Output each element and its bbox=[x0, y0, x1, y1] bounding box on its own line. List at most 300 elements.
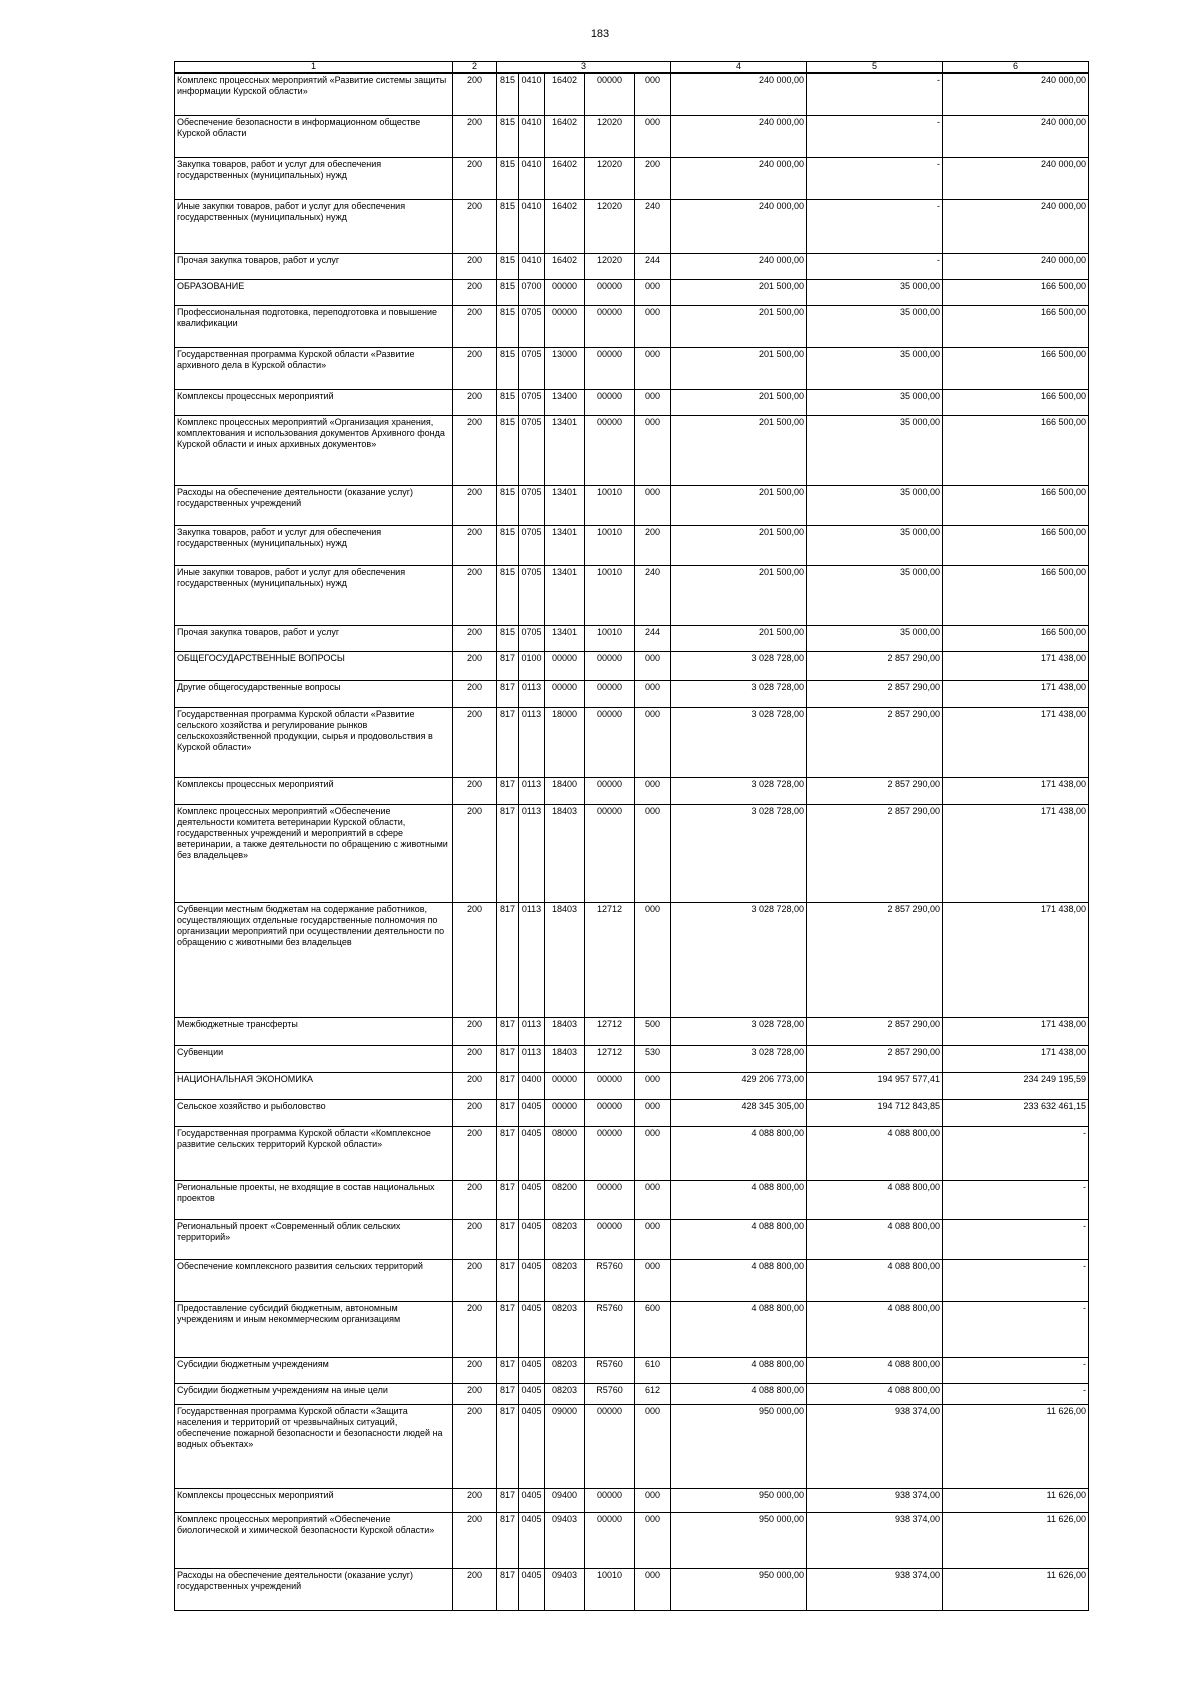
cell-value-4: 4 088 800,00 bbox=[671, 1357, 807, 1383]
cell-value-6: 240 000,00 bbox=[943, 199, 1089, 253]
cell-value-4: 201 500,00 bbox=[671, 347, 807, 389]
cell-admin-code: 817 bbox=[497, 1099, 519, 1126]
cell-section-code: 0410 bbox=[519, 157, 545, 199]
cell-program-code: 00000 bbox=[545, 279, 585, 305]
cell-section-code: 0113 bbox=[519, 707, 545, 777]
table-row bbox=[175, 1383, 1089, 1404]
cell-program-code: 13401 bbox=[545, 485, 585, 525]
cell-value-4: 3 028 728,00 bbox=[671, 1045, 807, 1072]
cell-value-4: 240 000,00 bbox=[671, 73, 807, 115]
cell-direction-code: 00000 bbox=[585, 1072, 635, 1099]
cell-section-code: 0113 bbox=[519, 1017, 545, 1045]
cell-value-5: 938 374,00 bbox=[807, 1512, 943, 1568]
cell-direction-code: 12712 bbox=[585, 902, 635, 1017]
cell-direction-code: 00000 bbox=[585, 73, 635, 115]
table-row bbox=[175, 777, 1089, 804]
cell-code: 200 bbox=[453, 1045, 497, 1072]
cell-value-6: - bbox=[943, 1126, 1089, 1180]
cell-direction-code: 12712 bbox=[585, 1045, 635, 1072]
cell-value-5: 35 000,00 bbox=[807, 485, 943, 525]
cell-section-code: 0405 bbox=[519, 1301, 545, 1357]
cell-program-code: 18403 bbox=[545, 1045, 585, 1072]
row-name: Комплексы процессных мероприятий bbox=[175, 1488, 453, 1512]
cell-value-5: 2 857 290,00 bbox=[807, 777, 943, 804]
cell-section-code: 0700 bbox=[519, 279, 545, 305]
cell-value-5: 35 000,00 bbox=[807, 625, 943, 651]
cell-program-code: 09403 bbox=[545, 1512, 585, 1568]
cell-code: 200 bbox=[453, 253, 497, 279]
cell-admin-code: 815 bbox=[497, 73, 519, 115]
cell-program-code: 18403 bbox=[545, 902, 585, 1017]
cell-value-4: 201 500,00 bbox=[671, 389, 807, 415]
cell-value-5: 35 000,00 bbox=[807, 565, 943, 625]
cell-value-4: 201 500,00 bbox=[671, 565, 807, 625]
cell-code: 200 bbox=[453, 485, 497, 525]
cell-value-5: 35 000,00 bbox=[807, 347, 943, 389]
cell-section-code: 0705 bbox=[519, 389, 545, 415]
table-row bbox=[175, 485, 1089, 525]
cell-code: 200 bbox=[453, 1568, 497, 1610]
cell-expense-type: 000 bbox=[635, 1180, 671, 1219]
cell-code: 200 bbox=[453, 305, 497, 347]
cell-code: 200 bbox=[453, 707, 497, 777]
table-row bbox=[175, 565, 1089, 625]
table-row bbox=[175, 902, 1089, 1017]
cell-value-4: 240 000,00 bbox=[671, 157, 807, 199]
cell-direction-code: 00000 bbox=[585, 279, 635, 305]
table-row bbox=[175, 73, 1089, 115]
cell-code: 200 bbox=[453, 651, 497, 680]
cell-value-4: 201 500,00 bbox=[671, 625, 807, 651]
cell-expense-type: 000 bbox=[635, 1512, 671, 1568]
row-name: Предоставление субсидий бюджетным, автономным учреждениям и иным некоммерческим организациям bbox=[175, 1301, 453, 1357]
row-name: Субсидии бюджетным учреждениям bbox=[175, 1357, 453, 1383]
cell-value-6: 171 438,00 bbox=[943, 680, 1089, 707]
cell-program-code: 09403 bbox=[545, 1568, 585, 1610]
cell-code: 200 bbox=[453, 1488, 497, 1512]
cell-program-code: 00000 bbox=[545, 1099, 585, 1126]
cell-admin-code: 815 bbox=[497, 389, 519, 415]
cell-direction-code: 10010 bbox=[585, 565, 635, 625]
cell-value-4: 240 000,00 bbox=[671, 199, 807, 253]
cell-program-code: 08203 bbox=[545, 1259, 585, 1301]
cell-value-6: 171 438,00 bbox=[943, 804, 1089, 902]
cell-expense-type: 000 bbox=[635, 902, 671, 1017]
table-row bbox=[175, 1126, 1089, 1180]
row-name: Государственная программа Курской области «Развитие архивного дела в Курской области» bbox=[175, 347, 453, 389]
cell-code: 200 bbox=[453, 1099, 497, 1126]
cell-value-6: 11 626,00 bbox=[943, 1568, 1089, 1610]
cell-value-6: 11 626,00 bbox=[943, 1512, 1089, 1568]
cell-direction-code: R5760 bbox=[585, 1301, 635, 1357]
cell-value-5: 35 000,00 bbox=[807, 389, 943, 415]
cell-code: 200 bbox=[453, 525, 497, 565]
row-name: Комплекс процессных мероприятий «Обеспечение биологической и химической безопасности Курской области» bbox=[175, 1512, 453, 1568]
cell-value-4: 3 028 728,00 bbox=[671, 804, 807, 902]
cell-expense-type: 000 bbox=[635, 279, 671, 305]
cell-direction-code: 10010 bbox=[585, 485, 635, 525]
row-name: Профессиональная подготовка, переподготовка и повышение квалификации bbox=[175, 305, 453, 347]
cell-admin-code: 817 bbox=[497, 1219, 519, 1259]
cell-code: 200 bbox=[453, 1357, 497, 1383]
cell-admin-code: 817 bbox=[497, 1357, 519, 1383]
cell-code: 200 bbox=[453, 199, 497, 253]
row-name: Сельское хозяйство и рыболовство bbox=[175, 1099, 453, 1126]
column-header-row bbox=[175, 62, 1089, 74]
cell-code: 200 bbox=[453, 115, 497, 157]
row-name: Комплекс процессных мероприятий «Обеспечение деятельности комитета ветеринарии Курской области, государственных учреждений и мероприятий в сфере ветеринарии, а также деятельности по обращению с животными без владельцев» bbox=[175, 804, 453, 902]
cell-value-4: 3 028 728,00 bbox=[671, 1017, 807, 1045]
cell-value-5: 4 088 800,00 bbox=[807, 1259, 943, 1301]
cell-value-6: 166 500,00 bbox=[943, 485, 1089, 525]
cell-value-5: - bbox=[807, 73, 943, 115]
cell-value-4: 201 500,00 bbox=[671, 279, 807, 305]
cell-expense-type: 000 bbox=[635, 73, 671, 115]
cell-code: 200 bbox=[453, 1017, 497, 1045]
cell-value-6: 166 500,00 bbox=[943, 565, 1089, 625]
cell-value-6: 11 626,00 bbox=[943, 1488, 1089, 1512]
cell-program-code: 13401 bbox=[545, 565, 585, 625]
cell-admin-code: 817 bbox=[497, 1259, 519, 1301]
cell-code: 200 bbox=[453, 565, 497, 625]
row-name: Обеспечение безопасности в информационном обществе Курской области bbox=[175, 115, 453, 157]
cell-expense-type: 000 bbox=[635, 1126, 671, 1180]
cell-program-code: 00000 bbox=[545, 305, 585, 347]
table-row bbox=[175, 1301, 1089, 1357]
cell-value-6: 166 500,00 bbox=[943, 415, 1089, 485]
cell-program-code: 16402 bbox=[545, 253, 585, 279]
cell-value-4: 201 500,00 bbox=[671, 525, 807, 565]
cell-program-code: 16402 bbox=[545, 199, 585, 253]
table-row bbox=[175, 1568, 1089, 1610]
cell-direction-code: 12020 bbox=[585, 199, 635, 253]
cell-expense-type: 240 bbox=[635, 565, 671, 625]
cell-expense-type: 200 bbox=[635, 157, 671, 199]
row-name: Региональные проекты, не входящие в состав национальных проектов bbox=[175, 1180, 453, 1219]
column-header: 4 bbox=[671, 62, 807, 74]
cell-value-6: 166 500,00 bbox=[943, 305, 1089, 347]
row-name: Комплексы процессных мероприятий bbox=[175, 389, 453, 415]
cell-code: 200 bbox=[453, 625, 497, 651]
cell-admin-code: 817 bbox=[497, 1512, 519, 1568]
cell-section-code: 0705 bbox=[519, 347, 545, 389]
cell-direction-code: 00000 bbox=[585, 1099, 635, 1126]
cell-expense-type: 000 bbox=[635, 115, 671, 157]
cell-expense-type: 000 bbox=[635, 1568, 671, 1610]
cell-admin-code: 815 bbox=[497, 199, 519, 253]
cell-value-5: 4 088 800,00 bbox=[807, 1357, 943, 1383]
row-name: Субсидии бюджетным учреждениям на иные цели bbox=[175, 1383, 453, 1404]
cell-admin-code: 815 bbox=[497, 625, 519, 651]
cell-admin-code: 817 bbox=[497, 680, 519, 707]
cell-admin-code: 817 bbox=[497, 1404, 519, 1488]
cell-admin-code: 817 bbox=[497, 1568, 519, 1610]
cell-value-6: 166 500,00 bbox=[943, 279, 1089, 305]
cell-direction-code: 00000 bbox=[585, 415, 635, 485]
cell-value-5: 938 374,00 bbox=[807, 1404, 943, 1488]
cell-value-4: 240 000,00 bbox=[671, 115, 807, 157]
row-name: Субвенции местным бюджетам на содержание работников, осуществляющих отдельные государственные полномочия по организации мероприятий при осуществлении деятельности по обращению с животными без владельцев bbox=[175, 902, 453, 1017]
cell-value-6: 166 500,00 bbox=[943, 525, 1089, 565]
cell-code: 200 bbox=[453, 1259, 497, 1301]
cell-program-code: 08203 bbox=[545, 1383, 585, 1404]
cell-direction-code: 00000 bbox=[585, 1180, 635, 1219]
cell-value-4: 4 088 800,00 bbox=[671, 1259, 807, 1301]
table-row bbox=[175, 525, 1089, 565]
table-row bbox=[175, 415, 1089, 485]
cell-program-code: 13000 bbox=[545, 347, 585, 389]
cell-program-code: 16402 bbox=[545, 73, 585, 115]
cell-direction-code: 12020 bbox=[585, 115, 635, 157]
cell-section-code: 0405 bbox=[519, 1126, 545, 1180]
cell-section-code: 0405 bbox=[519, 1219, 545, 1259]
cell-code: 200 bbox=[453, 1512, 497, 1568]
cell-value-4: 428 345 305,00 bbox=[671, 1099, 807, 1126]
cell-section-code: 0405 bbox=[519, 1404, 545, 1488]
table-row bbox=[175, 680, 1089, 707]
cell-admin-code: 815 bbox=[497, 525, 519, 565]
cell-value-4: 3 028 728,00 bbox=[671, 707, 807, 777]
row-name: Закупка товаров, работ и услуг для обеспечения государственных (муниципальных) нужд bbox=[175, 525, 453, 565]
cell-admin-code: 817 bbox=[497, 777, 519, 804]
row-name: ОБЩЕГОСУДАРСТВЕННЫЕ ВОПРОСЫ bbox=[175, 651, 453, 680]
cell-section-code: 0705 bbox=[519, 565, 545, 625]
cell-program-code: 08200 bbox=[545, 1180, 585, 1219]
cell-section-code: 0705 bbox=[519, 485, 545, 525]
cell-value-4: 3 028 728,00 bbox=[671, 680, 807, 707]
cell-program-code: 16402 bbox=[545, 157, 585, 199]
cell-expense-type: 000 bbox=[635, 305, 671, 347]
cell-program-code: 13401 bbox=[545, 415, 585, 485]
cell-value-6: 233 632 461,15 bbox=[943, 1099, 1089, 1126]
cell-direction-code: 00000 bbox=[585, 305, 635, 347]
cell-code: 200 bbox=[453, 804, 497, 902]
cell-direction-code: 12020 bbox=[585, 157, 635, 199]
cell-value-6: - bbox=[943, 1301, 1089, 1357]
cell-value-6: 234 249 195,59 bbox=[943, 1072, 1089, 1099]
cell-program-code: 00000 bbox=[545, 651, 585, 680]
cell-program-code: 00000 bbox=[545, 680, 585, 707]
cell-expense-type: 000 bbox=[635, 1219, 671, 1259]
cell-section-code: 0113 bbox=[519, 1045, 545, 1072]
cell-expense-type: 612 bbox=[635, 1383, 671, 1404]
row-name: Другие общегосударственные вопросы bbox=[175, 680, 453, 707]
cell-admin-code: 815 bbox=[497, 279, 519, 305]
cell-value-4: 4 088 800,00 bbox=[671, 1126, 807, 1180]
cell-value-4: 3 028 728,00 bbox=[671, 902, 807, 1017]
cell-code: 200 bbox=[453, 680, 497, 707]
cell-program-code: 08203 bbox=[545, 1219, 585, 1259]
table-row bbox=[175, 389, 1089, 415]
cell-expense-type: 000 bbox=[635, 707, 671, 777]
row-name: Государственная программа Курской области «Комплексное развитие сельских территорий Курской области» bbox=[175, 1126, 453, 1180]
cell-value-5: 2 857 290,00 bbox=[807, 680, 943, 707]
cell-admin-code: 815 bbox=[497, 253, 519, 279]
cell-direction-code: R5760 bbox=[585, 1383, 635, 1404]
cell-direction-code: R5760 bbox=[585, 1357, 635, 1383]
cell-value-6: - bbox=[943, 1180, 1089, 1219]
cell-expense-type: 000 bbox=[635, 347, 671, 389]
cell-value-5: - bbox=[807, 199, 943, 253]
column-header: 1 bbox=[175, 62, 453, 74]
cell-section-code: 0100 bbox=[519, 651, 545, 680]
cell-value-6: 171 438,00 bbox=[943, 1045, 1089, 1072]
cell-expense-type: 600 bbox=[635, 1301, 671, 1357]
cell-program-code: 13401 bbox=[545, 625, 585, 651]
table-row bbox=[175, 804, 1089, 902]
cell-value-5: 4 088 800,00 bbox=[807, 1383, 943, 1404]
cell-admin-code: 817 bbox=[497, 1072, 519, 1099]
table-row bbox=[175, 253, 1089, 279]
cell-value-5: 35 000,00 bbox=[807, 279, 943, 305]
row-name: ОБРАЗОВАНИЕ bbox=[175, 279, 453, 305]
cell-direction-code: 00000 bbox=[585, 804, 635, 902]
cell-program-code: 18403 bbox=[545, 1017, 585, 1045]
table-row bbox=[175, 1045, 1089, 1072]
cell-program-code: 08203 bbox=[545, 1357, 585, 1383]
cell-code: 200 bbox=[453, 389, 497, 415]
cell-value-6: 240 000,00 bbox=[943, 115, 1089, 157]
cell-code: 200 bbox=[453, 777, 497, 804]
cell-program-code: 18400 bbox=[545, 777, 585, 804]
table-row bbox=[175, 707, 1089, 777]
cell-admin-code: 815 bbox=[497, 115, 519, 157]
cell-direction-code: 10010 bbox=[585, 525, 635, 565]
row-name: Государственная программа Курской области «Защита населения и территорий от чрезвычайных ситуаций, обеспечение пожарной безопасности и безопасности людей на водных объектах» bbox=[175, 1404, 453, 1488]
cell-admin-code: 817 bbox=[497, 902, 519, 1017]
cell-section-code: 0410 bbox=[519, 199, 545, 253]
cell-code: 200 bbox=[453, 1301, 497, 1357]
cell-value-6: 166 500,00 bbox=[943, 389, 1089, 415]
row-name: Расходы на обеспечение деятельности (оказание услуг) государственных учреждений bbox=[175, 1568, 453, 1610]
cell-direction-code: 00000 bbox=[585, 1126, 635, 1180]
cell-code: 200 bbox=[453, 415, 497, 485]
table-row bbox=[175, 1219, 1089, 1259]
cell-expense-type: 000 bbox=[635, 485, 671, 525]
cell-value-5: 2 857 290,00 bbox=[807, 804, 943, 902]
cell-section-code: 0405 bbox=[519, 1180, 545, 1219]
cell-code: 200 bbox=[453, 347, 497, 389]
table-row bbox=[175, 305, 1089, 347]
cell-value-6: 171 438,00 bbox=[943, 651, 1089, 680]
cell-expense-type: 000 bbox=[635, 1488, 671, 1512]
cell-value-5: 938 374,00 bbox=[807, 1568, 943, 1610]
cell-code: 200 bbox=[453, 279, 497, 305]
cell-expense-type: 000 bbox=[635, 415, 671, 485]
row-name: НАЦИОНАЛЬНАЯ ЭКОНОМИКА bbox=[175, 1072, 453, 1099]
cell-program-code: 16402 bbox=[545, 115, 585, 157]
cell-value-5: 4 088 800,00 bbox=[807, 1126, 943, 1180]
cell-value-6: - bbox=[943, 1383, 1089, 1404]
cell-value-6: 171 438,00 bbox=[943, 777, 1089, 804]
cell-direction-code: 00000 bbox=[585, 347, 635, 389]
cell-value-5: 2 857 290,00 bbox=[807, 707, 943, 777]
cell-section-code: 0705 bbox=[519, 415, 545, 485]
row-name: Закупка товаров, работ и услуг для обеспечения государственных (муниципальных) нужд bbox=[175, 157, 453, 199]
cell-direction-code: 00000 bbox=[585, 1512, 635, 1568]
cell-expense-type: 244 bbox=[635, 625, 671, 651]
row-name: Обеспечение комплексного развития сельских территорий bbox=[175, 1259, 453, 1301]
cell-value-6: 240 000,00 bbox=[943, 253, 1089, 279]
cell-program-code: 08000 bbox=[545, 1126, 585, 1180]
cell-code: 200 bbox=[453, 1383, 497, 1404]
cell-expense-type: 610 bbox=[635, 1357, 671, 1383]
cell-value-5: 35 000,00 bbox=[807, 305, 943, 347]
cell-value-4: 950 000,00 bbox=[671, 1488, 807, 1512]
cell-admin-code: 815 bbox=[497, 305, 519, 347]
cell-value-5: 2 857 290,00 bbox=[807, 1045, 943, 1072]
cell-value-6: 240 000,00 bbox=[943, 157, 1089, 199]
cell-value-4: 950 000,00 bbox=[671, 1512, 807, 1568]
cell-value-4: 201 500,00 bbox=[671, 305, 807, 347]
cell-expense-type: 000 bbox=[635, 1072, 671, 1099]
cell-admin-code: 815 bbox=[497, 415, 519, 485]
cell-code: 200 bbox=[453, 902, 497, 1017]
cell-value-5: 194 957 577,41 bbox=[807, 1072, 943, 1099]
cell-value-6: 171 438,00 bbox=[943, 1017, 1089, 1045]
cell-section-code: 0113 bbox=[519, 680, 545, 707]
cell-expense-type: 244 bbox=[635, 253, 671, 279]
cell-value-5: 35 000,00 bbox=[807, 415, 943, 485]
cell-direction-code: 00000 bbox=[585, 651, 635, 680]
table-row bbox=[175, 115, 1089, 157]
table-row bbox=[175, 157, 1089, 199]
cell-value-5: 2 857 290,00 bbox=[807, 1017, 943, 1045]
cell-program-code: 13400 bbox=[545, 389, 585, 415]
cell-expense-type: 000 bbox=[635, 680, 671, 707]
cell-direction-code: 10010 bbox=[585, 1568, 635, 1610]
cell-program-code: 08203 bbox=[545, 1301, 585, 1357]
cell-code: 200 bbox=[453, 1180, 497, 1219]
table-row bbox=[175, 279, 1089, 305]
row-name: Региональный проект «Современный облик сельских территорий» bbox=[175, 1219, 453, 1259]
cell-program-code: 18000 bbox=[545, 707, 585, 777]
cell-code: 200 bbox=[453, 1072, 497, 1099]
cell-expense-type: 500 bbox=[635, 1017, 671, 1045]
cell-admin-code: 815 bbox=[497, 347, 519, 389]
cell-expense-type: 200 bbox=[635, 525, 671, 565]
cell-section-code: 0405 bbox=[519, 1357, 545, 1383]
table-row bbox=[175, 347, 1089, 389]
cell-value-6: - bbox=[943, 1357, 1089, 1383]
cell-value-5: 35 000,00 bbox=[807, 525, 943, 565]
cell-value-5: - bbox=[807, 157, 943, 199]
cell-direction-code: 12712 bbox=[585, 1017, 635, 1045]
cell-code: 200 bbox=[453, 157, 497, 199]
cell-value-4: 3 028 728,00 bbox=[671, 777, 807, 804]
cell-value-4: 4 088 800,00 bbox=[671, 1180, 807, 1219]
cell-code: 200 bbox=[453, 1404, 497, 1488]
row-name: Комплекс процессных мероприятий «Развитие системы защиты информации Курской области» bbox=[175, 73, 453, 115]
cell-value-6: 171 438,00 bbox=[943, 902, 1089, 1017]
cell-expense-type: 000 bbox=[635, 1099, 671, 1126]
cell-section-code: 0705 bbox=[519, 525, 545, 565]
cell-value-6: 171 438,00 bbox=[943, 707, 1089, 777]
cell-value-6: - bbox=[943, 1259, 1089, 1301]
cell-value-4: 3 028 728,00 bbox=[671, 651, 807, 680]
cell-program-code: 09400 bbox=[545, 1488, 585, 1512]
cell-admin-code: 817 bbox=[497, 1045, 519, 1072]
cell-value-4: 201 500,00 bbox=[671, 485, 807, 525]
cell-section-code: 0400 bbox=[519, 1072, 545, 1099]
cell-admin-code: 817 bbox=[497, 1180, 519, 1219]
row-name: Субвенции bbox=[175, 1045, 453, 1072]
cell-section-code: 0113 bbox=[519, 777, 545, 804]
table-row bbox=[175, 1259, 1089, 1301]
cell-section-code: 0405 bbox=[519, 1099, 545, 1126]
cell-admin-code: 815 bbox=[497, 157, 519, 199]
cell-code: 200 bbox=[453, 1126, 497, 1180]
